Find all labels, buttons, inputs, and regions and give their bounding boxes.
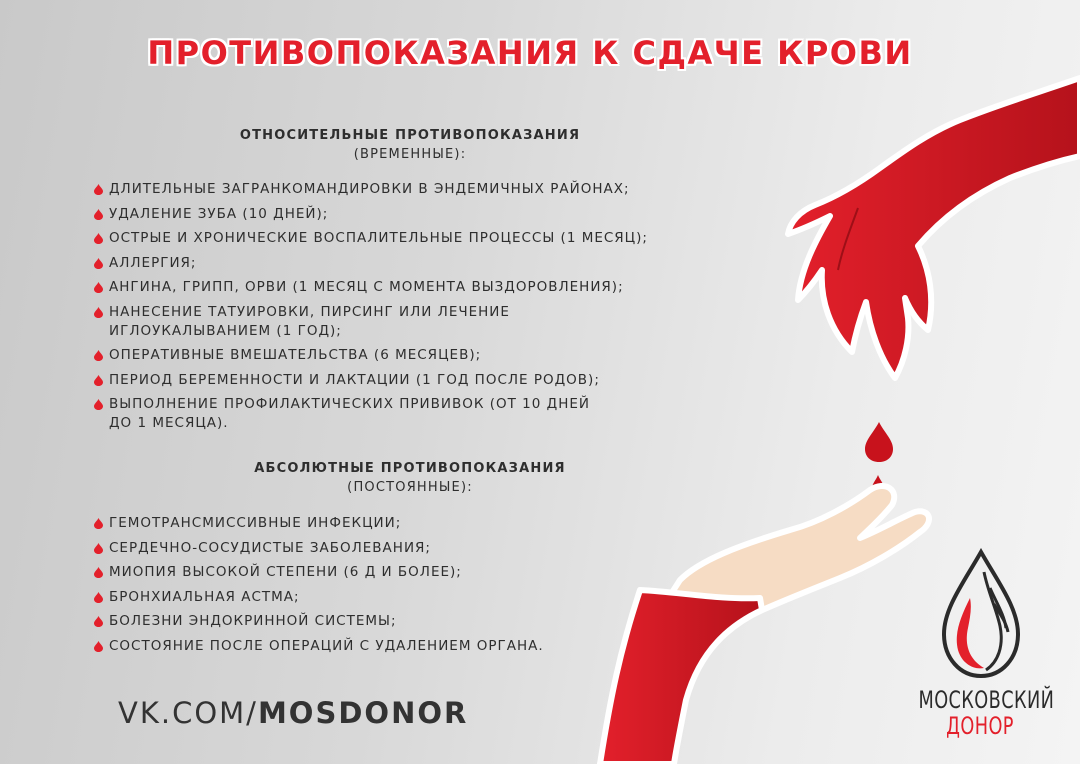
list-item — [93, 346, 713, 365]
blood-drop-icon — [94, 518, 103, 529]
page-title: ПРОТИВОПОКАЗАНИЯ К СДАЧЕ КРОВИ — [147, 34, 913, 72]
list-item-text: ВЫПОЛНЕНИЕ ПРОФИЛАКТИЧЕСКИХ ПРИВИВОК (ОТ 10 ДНЕЙ — [109, 396, 590, 412]
list-item-text: ДЛИТЕЛЬНЫЕ ЗАГРАНКОМАНДИРОВКИ В ЭНДЕМИЧНЫХ РАЙОНАХ; — [109, 181, 630, 197]
list-item — [93, 514, 713, 533]
list-item — [93, 588, 713, 607]
list-item — [93, 612, 713, 631]
logo-line1: МОСКОВСКИЙ — [918, 686, 1055, 714]
vk-name: MOSDONOR — [257, 696, 469, 730]
blood-drop-icon — [94, 184, 103, 195]
list-item-text: БОЛЕЗНИ ЭНДОКРИННОЙ СИСТЕМЫ; — [109, 613, 397, 629]
list-item — [93, 563, 713, 582]
absolute-section-heading — [210, 459, 610, 497]
blood-drop-icon — [94, 350, 103, 361]
blood-drop-icon — [94, 282, 103, 293]
list-item-text: ПЕРИОД БЕРЕМЕННОСТИ И ЛАКТАЦИИ (1 ГОД ПОСЛЕ РОДОВ); — [109, 371, 600, 388]
list-item-text: УДАЛЕНИЕ ЗУБА (10 ДНЕЙ); — [109, 205, 329, 222]
blood-drop-icon — [94, 567, 103, 578]
blood-drop-icon — [94, 641, 103, 652]
blood-drop-icon — [94, 592, 103, 603]
list-item-text: АНГИНА, ГРИПП, ОРВИ (1 МЕСЯЦ С МОМЕНТА ВЫЗДОРОВЛЕНИЯ); — [109, 279, 624, 295]
list-item — [93, 303, 713, 341]
list-item-text: НАНЕСЕНИЕ ТАТУИРОВКИ, ПИРСИНГ ИЛИ ЛЕЧЕНИЕ — [109, 303, 510, 320]
blood-drop-icon — [94, 616, 103, 627]
list-item-text: ДО 1 МЕСЯЦА). — [109, 415, 229, 431]
list-item-text: БРОНХИАЛЬНАЯ АСТМА; — [109, 588, 300, 605]
blood-drop-icon — [94, 258, 103, 269]
blood-drop-icon — [94, 307, 103, 318]
logo-line2: ДОНОР — [946, 712, 1014, 740]
list-item — [93, 637, 713, 656]
list-item — [93, 395, 713, 433]
falling-drop-large — [865, 422, 893, 462]
list-item — [93, 371, 713, 390]
vk-link[interactable] — [118, 696, 468, 730]
list-item-text: СОСТОЯНИЕ ПОСЛЕ ОПЕРАЦИЙ С УДАЛЕНИЕМ ОРГАНА. — [109, 637, 544, 654]
list-item — [93, 205, 713, 224]
absolute-heading: АБСОЛЮТНЫЕ ПРОТИВОПОКАЗАНИЯ — [254, 461, 566, 476]
absolute-list — [93, 514, 713, 661]
relative-list — [93, 180, 713, 439]
relative-heading: ОТНОСИТЕЛЬНЫЕ ПРОТИВОПОКАЗАНИЯ — [239, 128, 581, 143]
vk-prefix: VK.COM/ — [118, 696, 258, 730]
relative-subheading: (ВРЕМЕННЫЕ): — [353, 147, 467, 162]
list-item — [93, 229, 713, 248]
list-item-text: МИОПИЯ ВЫСОКОЙ СТЕПЕНИ (6 Д И БОЛЕЕ); — [109, 564, 462, 580]
relative-section-heading — [210, 126, 610, 164]
absolute-subheading: (ПОСТОЯННЫЕ): — [347, 480, 473, 495]
blood-drop-icon — [94, 375, 103, 386]
list-item-text: ИГЛОУКАЛЫВАНИЕМ (1 ГОД); — [109, 322, 342, 339]
blood-drop-icon — [94, 543, 103, 554]
list-item-text: ОСТРЫЕ И ХРОНИЧЕСКИЕ ВОСПАЛИТЕЛЬНЫЕ ПРОЦЕССЫ (1 МЕСЯЦ); — [109, 230, 648, 246]
list-item — [93, 539, 713, 558]
list-item-text: АЛЛЕРГИЯ; — [109, 254, 197, 271]
list-item — [93, 278, 713, 297]
hands-drop-logo-icon — [940, 548, 1022, 680]
blood-drop-icon — [94, 209, 103, 220]
list-item-text: ОПЕРАТИВНЫЕ ВМЕШАТЕЛЬСТВА (6 МЕСЯЦЕВ); — [109, 347, 482, 363]
blood-drop-icon — [94, 233, 103, 244]
upper-hand-illustration — [788, 78, 1080, 378]
blood-drop-icon — [94, 399, 103, 410]
list-item — [93, 254, 713, 273]
list-item-text: СЕРДЕЧНО-СОСУДИСТЫЕ ЗАБОЛЕВАНИЯ; — [109, 539, 431, 556]
list-item — [93, 180, 713, 199]
list-item-text: ГЕМОТРАНСМИССИВНЫЕ ИНФЕКЦИИ; — [109, 515, 402, 531]
